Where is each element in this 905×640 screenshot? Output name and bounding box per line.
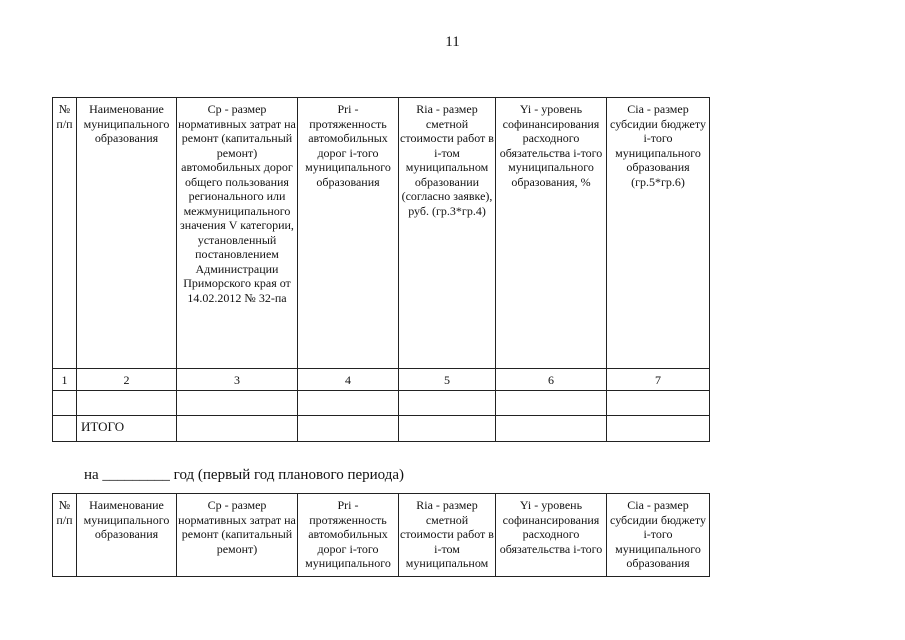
column-number: 5 — [399, 369, 496, 391]
column-header-municipality: Наименование муниципального образования — [77, 494, 177, 577]
column-header-road-length: Pri - протяженность автомобильных дорог i-того муниципального образования — [298, 98, 399, 369]
table-cell — [496, 390, 607, 415]
column-number: 4 — [298, 369, 399, 391]
table-cell — [607, 390, 710, 415]
column-header-cost-norm: Ср - размер нормативных затрат на ремонт (капитальный ремонт) — [177, 494, 298, 577]
column-header-cofinancing: Yi - уровень софинансирования расходного обязательства i-того муниципального образования, % — [496, 98, 607, 369]
total-label: ИТОГО — [77, 415, 177, 441]
empty-data-row — [53, 390, 710, 415]
section-heading: на _________ год (первый год планового периода) — [84, 467, 405, 483]
table-cell — [53, 415, 77, 441]
table-header-row — [53, 98, 710, 369]
table-cell — [607, 415, 710, 441]
column-number: 1 — [53, 369, 77, 391]
table-cell — [298, 415, 399, 441]
column-header-cofinancing: Yi - уровень софинансирования расходного обязательства i-того — [496, 494, 607, 577]
column-header-number: № п/п — [53, 98, 77, 369]
subsidy-table — [52, 97, 710, 442]
total-row — [53, 415, 710, 441]
column-header-municipality: Наименование муниципального образования — [77, 98, 177, 369]
column-header-estimate: Ria - размер сметной стоимости работ в i-том муниципальном образовании (согласно заявке), руб. (гр.3*гр.4) — [399, 98, 496, 369]
page-number: 11 — [445, 34, 460, 50]
column-header-subsidy: Cia - размер субсидии бюджету i-того муниципального образования (гр.5*гр.6) — [607, 98, 710, 369]
table-cell — [496, 415, 607, 441]
column-header-estimate: Ria - размер сметной стоимости работ в i-том муниципальном — [399, 494, 496, 577]
column-header-subsidy: Cia - размер субсидии бюджету i-того муниципального образования — [607, 494, 710, 577]
column-header-number: № п/п — [53, 494, 77, 577]
table-cell — [53, 390, 77, 415]
table-cell — [298, 390, 399, 415]
table-cell — [399, 415, 496, 441]
column-header-road-length: Pri - протяженность автомобильных дорог i-того муниципального — [298, 494, 399, 577]
column-numbers-row — [53, 369, 710, 391]
column-number: 6 — [496, 369, 607, 391]
column-number: 7 — [607, 369, 710, 391]
table-cell — [77, 390, 177, 415]
table-cell — [177, 390, 298, 415]
table-header-row — [53, 494, 710, 577]
subsidy-table-planning-year — [52, 493, 710, 577]
table-cell — [399, 390, 496, 415]
table-cell — [177, 415, 298, 441]
column-header-cost-norm: Ср - размер нормативных затрат на ремонт (капитальный ремонт) автомобильных дорог общего пользования регионального или межмуниципального значения V категории, установленный постановлением Администрации Приморского края от 14.02.2012 № 32-па — [177, 98, 298, 369]
column-number: 2 — [77, 369, 177, 391]
column-number: 3 — [177, 369, 298, 391]
